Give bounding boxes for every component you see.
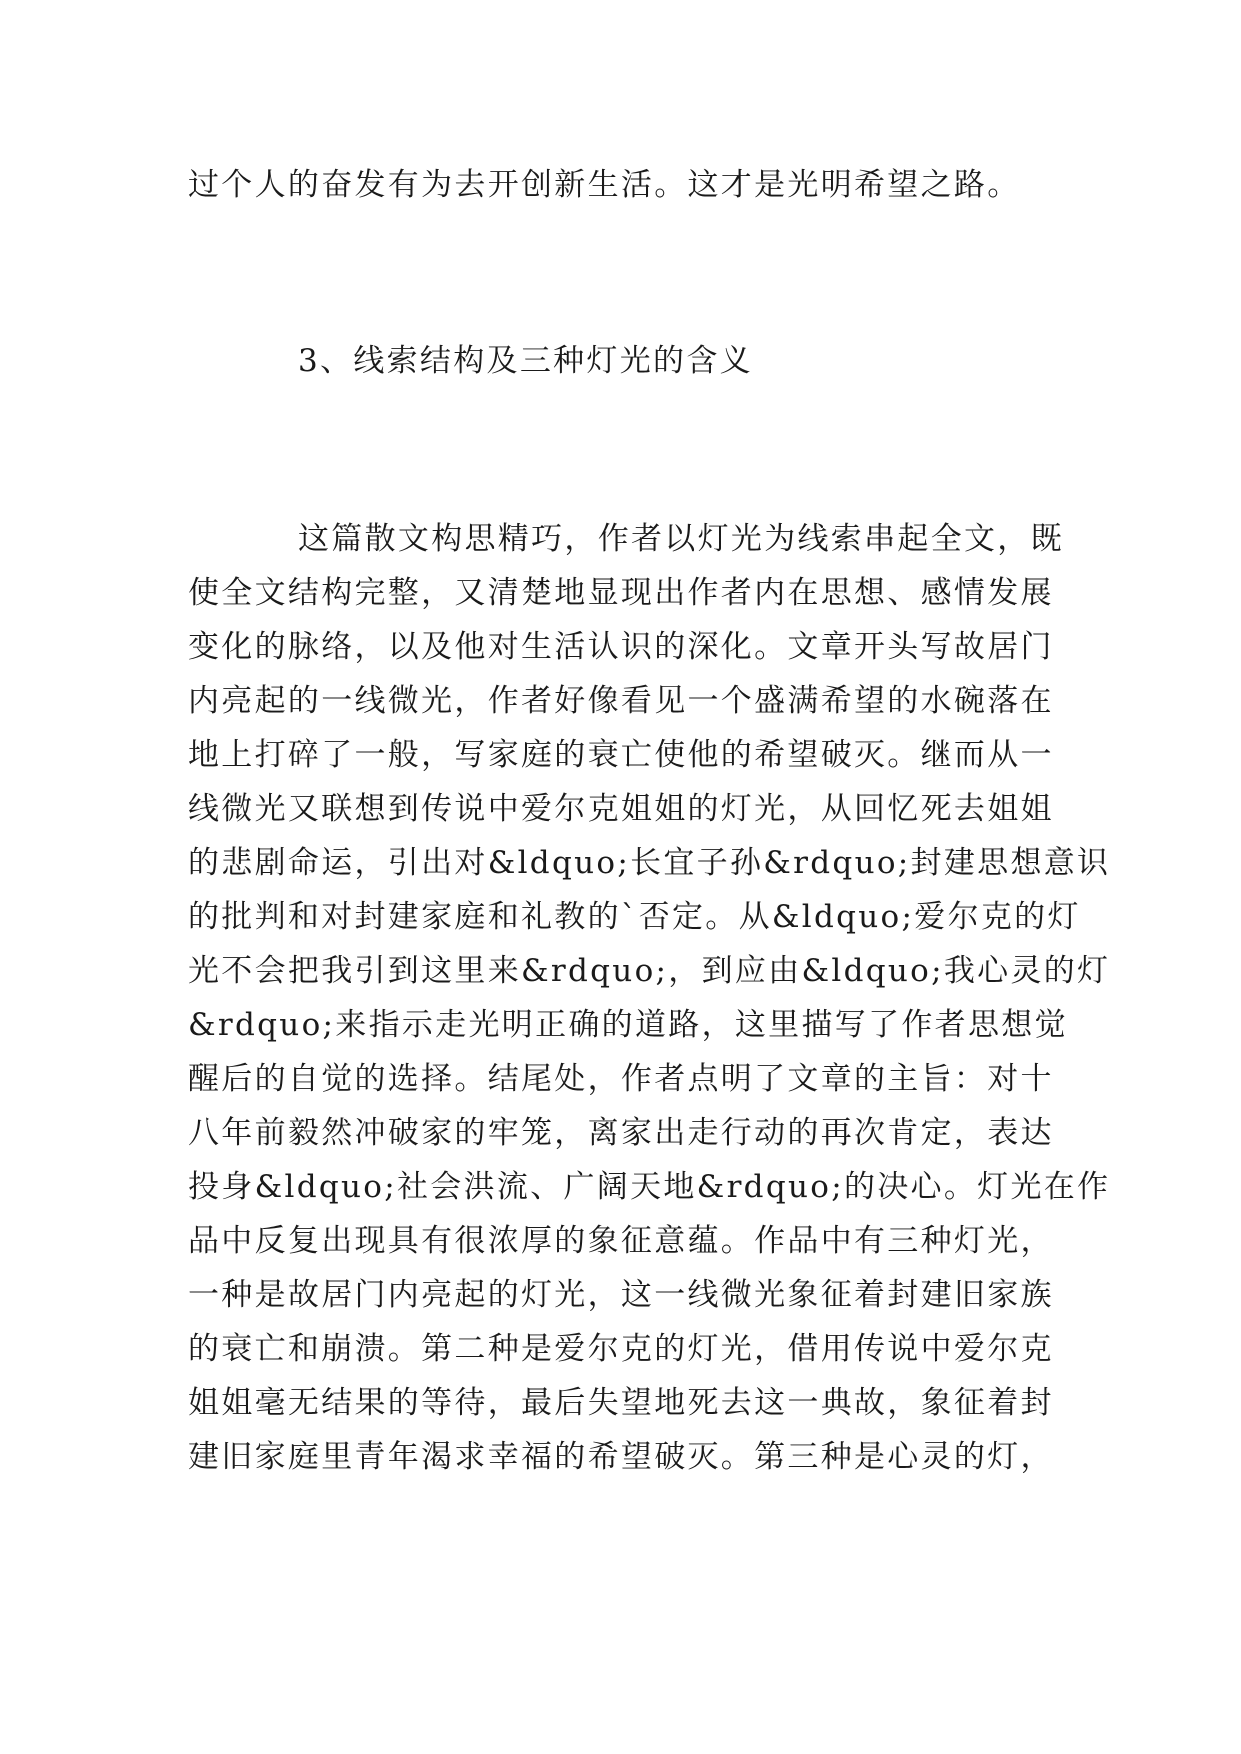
body-line: 八年前毅然冲破家的牢笼，离家出走行动的再次肯定，表达 [188, 1115, 1054, 1151]
section-heading: 3、线索结构及三种灯光的含义 [298, 343, 753, 379]
body-line: 内亮起的一线微光，作者好像看见一个盛满希望的水碗落在 [188, 683, 1054, 719]
body-line: &rdquo;来指示走光明正确的道路，这里描写了作者思想觉 [188, 1007, 1068, 1043]
body-line: 地上打碎了一般，写家庭的衰亡使他的希望破灭。继而从一 [188, 737, 1054, 773]
body-line: 醒后的自觉的选择。结尾处，作者点明了文章的主旨：对十 [188, 1061, 1054, 1097]
body-line: 的批判和对封建家庭和礼教的`否定。从&ldquo;爱尔克的灯 [188, 899, 1081, 935]
body-line: 线微光又联想到传说中爱尔克姐姐的灯光，从回忆死去姐姐 [188, 791, 1054, 827]
body-line: 变化的脉络，以及他对生活认识的深化。文章开头写故居门 [188, 629, 1054, 665]
body-line: 一种是故居门内亮起的灯光，这一线微光象征着封建旧家族 [188, 1277, 1054, 1313]
body-paragraph [188, 512, 1111, 1484]
paragraph-tail-line: 过个人的奋发有为去开创新生活。这才是光明希望之路。 [188, 167, 1021, 203]
body-line: 光不会把我引到这里来&rdquo;，到应由&ldquo;我心灵的灯 [188, 953, 1111, 989]
body-line: 这篇散文构思精巧，作者以灯光为线索串起全文，既 [298, 521, 1064, 557]
body-line: 投身&ldquo;社会洪流、广阔天地&rdquo;的决心。灯光在作 [188, 1169, 1111, 1205]
body-line: 品中反复出现具有很浓厚的象征意蕴。作品中有三种灯光， [188, 1223, 1054, 1259]
body-line: 的衰亡和崩溃。第二种是爱尔克的灯光，借用传说中爱尔克 [188, 1331, 1054, 1367]
body-line: 建旧家庭里青年渴求幸福的希望破灭。第三种是心灵的灯， [188, 1439, 1054, 1475]
body-line: 的悲剧命运，引出对&ldquo;长宜子孙&rdquo;封建思想意识 [188, 845, 1111, 881]
body-line: 使全文结构完整，又清楚地显现出作者内在思想、感情发展 [188, 575, 1054, 611]
body-line: 姐姐毫无结果的等待，最后失望地死去这一典故，象征着封 [188, 1385, 1054, 1421]
